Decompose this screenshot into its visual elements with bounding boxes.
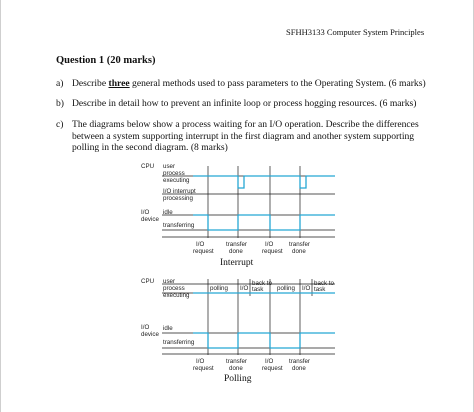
event-label: I/O (196, 241, 205, 248)
cpu-state-line: executing (163, 177, 190, 184)
cpu-state-line: processing (163, 195, 193, 202)
question-title: Question 1 (20 marks) (56, 55, 156, 66)
event-label: I/O (265, 358, 274, 365)
event-label: request (193, 365, 214, 372)
polling-io-signal (193, 333, 335, 348)
event-label: transfer (226, 241, 247, 248)
polling-caption: Polling (224, 374, 252, 384)
part-a-emphasis: three (108, 78, 130, 89)
cpu-label: CPU (141, 278, 155, 285)
event-label: transfer (226, 358, 247, 365)
io-state-idle: idle (163, 325, 173, 332)
event-label: I/O (196, 358, 205, 365)
io-device-label: I/O (141, 324, 150, 331)
interrupt-diagram (141, 163, 335, 268)
segment-label: task (314, 286, 326, 293)
io-device-label: device (141, 331, 159, 338)
event-label: done (292, 248, 306, 255)
segment-label: I/O (240, 285, 249, 292)
event-label: I/O (265, 241, 274, 248)
segment-label: polling (277, 285, 295, 292)
io-state-idle: idle (163, 209, 173, 216)
part-c-text: The diagrams below show a process waiting for an I/O operation. Describe the differences between a system supporting interrupt in the first diagram and another system supporting polling in the second diagram. (8 marks) (72, 119, 419, 154)
event-label: done (292, 365, 306, 372)
part-a-post: general methods used to pass parameters to the Operating System. (6 marks) (129, 78, 426, 89)
event-label: done (229, 365, 243, 372)
io-state-transferring: transferring (163, 222, 195, 229)
cpu-state-line: user (163, 278, 176, 285)
event-label: request (193, 248, 214, 255)
io-device-label: I/O (141, 209, 150, 216)
cpu-state-line: executing (163, 292, 190, 299)
event-label: transfer (289, 358, 310, 365)
polling-diagram (141, 278, 335, 384)
segment-label: back to (252, 280, 272, 287)
cpu-state-line: process (163, 170, 185, 177)
cpu-state-line: I/O interrupt (163, 188, 196, 195)
io-state-transferring: transferring (163, 339, 195, 346)
cpu-label: CPU (141, 163, 155, 170)
event-label: request (262, 365, 283, 372)
segment-label: polling (210, 285, 228, 292)
part-b-text: Describe in detail how to prevent an infinite loop or process hogging resources. (6 marks) (72, 98, 417, 109)
cpu-state-line: process (163, 285, 185, 292)
segment-label: back to (314, 280, 334, 287)
event-label: done (229, 248, 243, 255)
part-b-label: b) (56, 98, 64, 109)
interrupt-caption: Interrupt (220, 258, 254, 268)
segment-label: task (252, 286, 264, 293)
course-header: SFHH3133 Computer System Principles (286, 27, 425, 37)
interrupt-cpu-signal (193, 176, 335, 188)
interrupt-io-signal (193, 215, 335, 230)
event-label: transfer (289, 241, 310, 248)
part-c-label: c) (56, 119, 64, 130)
part-a-label: a) (56, 78, 64, 89)
io-device-label: device (141, 216, 159, 223)
segment-label: I/O (302, 285, 311, 292)
event-label: request (262, 248, 283, 255)
part-a-pre: Describe (72, 78, 109, 89)
cpu-state-line: user (163, 163, 176, 170)
